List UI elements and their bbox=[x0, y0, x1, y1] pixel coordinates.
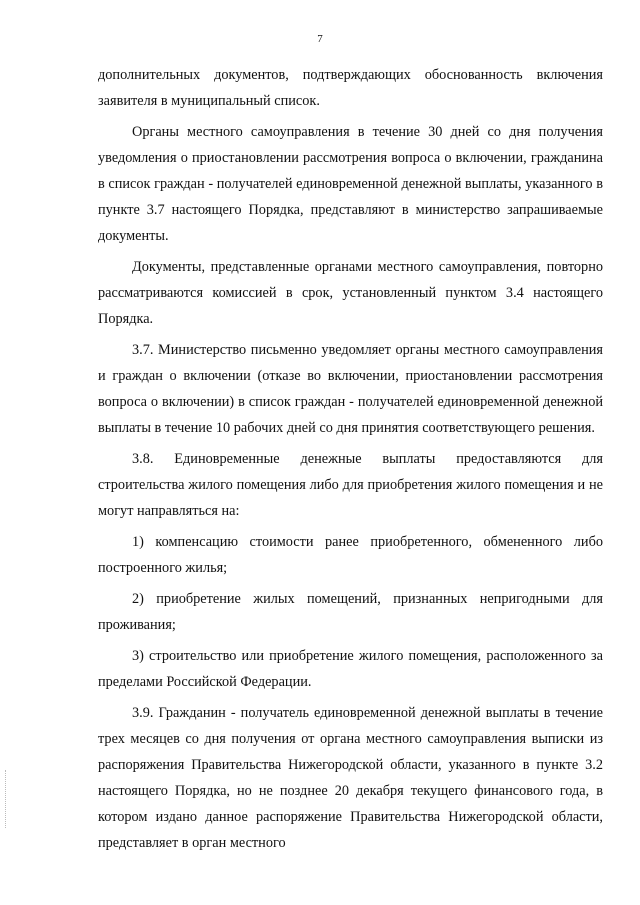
paragraph-3-7: 3.7. Министерство письменно уведомляет органы местного самоуправления и граждан о включении (отказе во включении, приостановлении рассмотрения вопроса о включении) в список граждан - получателей единовременной денежной выплаты в течение 10 рабочих дней со дня принятия соответствующего решения. bbox=[98, 342, 603, 436]
paragraph-documents-review: Документы, представленные органами местного самоуправления, повторно рассматриваются комиссией в срок, установленный пунктом 3.4 настоящего Порядка. bbox=[98, 259, 603, 327]
list-item-1: 1) компенсацию стоимости ранее приобретенного, обмененного либо построенного жилья; bbox=[98, 534, 603, 576]
paragraph-3-9: 3.9. Гражданин - получатель единовременной денежной выплаты в течение трех месяцев со дня получения от органа местного самоуправления выписки из распоряжения Правительства Нижегородской области, указанного в пункте 3.2 настоящего Порядка, но не позднее 20 декабря текущего финансового года, в котором издано данное распоряжение Правительства Нижегородской области, представляет в орган местного bbox=[98, 705, 603, 851]
paragraph-continuation: дополнительных документов, подтверждающих обоснованность включения заявителя в муниципальный список. bbox=[98, 67, 603, 109]
list-item-2: 2) приобретение жилых помещений, признанных непригодными для проживания; bbox=[98, 591, 603, 633]
paragraph-local-authorities: Органы местного самоуправления в течение 30 дней со дня получения уведомления о приостановлении рассмотрения вопроса о включении, гражданина в список граждан - получателей единовременной денежной выплаты, указанного в пункте 3.7 настоящего Порядка, представляют в министерство запрашиваемые документы. bbox=[98, 124, 603, 244]
scan-margin-mark bbox=[5, 770, 7, 828]
document-body bbox=[98, 62, 603, 861]
page-number: 7 bbox=[317, 33, 323, 45]
paragraph-3-8: 3.8. Единовременные денежные выплаты предоставляются для строительства жилого помещения либо для приобретения жилого помещения и не могут направляться на: bbox=[98, 451, 603, 519]
list-item-3: 3) строительство или приобретение жилого помещения, расположенного за пределами Российской Федерации. bbox=[98, 648, 603, 690]
